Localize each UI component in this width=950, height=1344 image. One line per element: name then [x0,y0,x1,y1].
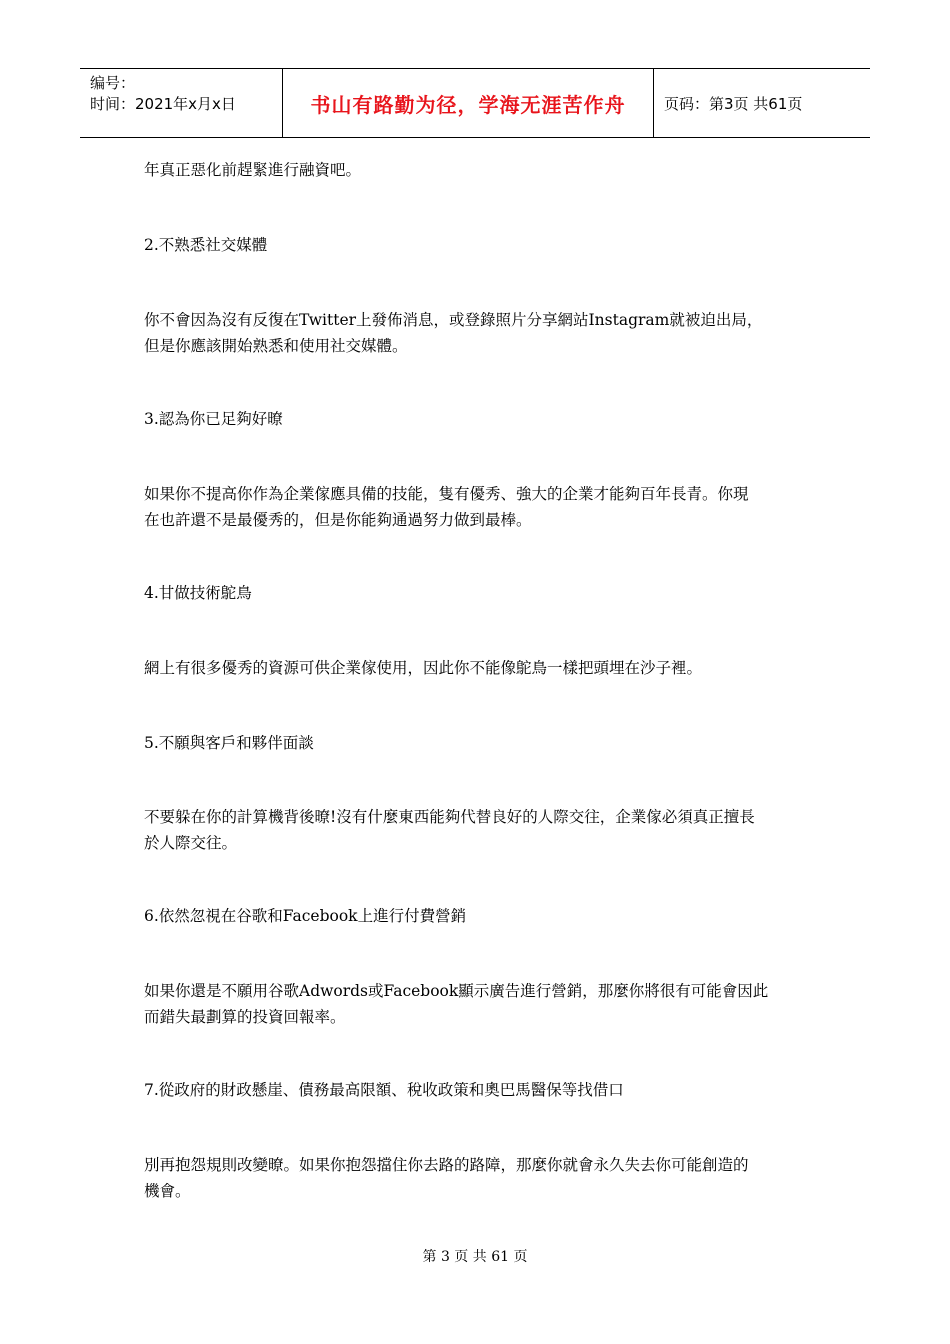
paragraph: 網上有很多優秀的資源可供企業傢使用，因此你不能像鴕鳥一樣把頭埋在沙子裡。 [144,659,703,677]
header-motto-cell [282,69,654,137]
motto: 书山有路勤为径，学海无涯苦作舟 [310,92,626,117]
section-heading: 2.不熟悉社交媒體 [144,236,268,254]
paragraph: 如果你還是不願用谷歌Adwords或Facebook顯示廣告進行營銷，那麼你將很有可能會因此 而錯失最劃算的投資回報率。 [144,982,769,1026]
section-heading: 3.認為你已足夠好暸 [144,410,283,428]
paragraph: 年真正惡化前趕緊進行融資吧。 [144,161,362,179]
page-label: 页码：第3页 共61页 [664,94,803,113]
section-heading: 5.不願與客戶和夥伴面談 [144,734,314,752]
section-heading: 6.依然忽視在谷歌和Facebook上進行付費營銷 [144,907,467,925]
page-footer: 第 3 页 共 61 页 [422,1249,528,1265]
paragraph: 如果你不提高你作為企業傢應具備的技能，隻有優秀、強大的企業才能夠百年長青。你現 在也許還不是最優秀的，但是你能夠通過努力做到最棒。 [144,485,749,529]
paragraph: 你不會因為沒有反復在Twitter上發佈消息，或登錄照片分享網站Instagram就被迫出局， 但是你應該開始熟悉和使用社交媒體。 [144,311,763,355]
number-label: 编号： [90,74,136,92]
page-header [80,68,870,138]
paragraph: 別再抱怨規則改變暸。如果你抱怨擋住你去路的路障，那麼你就會永久失去你可能創造的 機會。 [144,1156,749,1200]
paragraph: 不要躲在你的計算機背後暸!沒有什麼東西能夠代替良好的人際交往，企業傢必須真正擅長 於人際交往。 [144,808,755,852]
date-label: 时间：2021年x月x日 [90,95,236,113]
header-page-cell [654,69,870,137]
section-heading: 7.從政府的財政懸崖、債務最高限額、稅收政策和奧巴馬醫保等找借口 [144,1081,624,1099]
section-heading: 4.甘做技術鴕鳥 [144,584,252,602]
header-meta [80,69,282,137]
